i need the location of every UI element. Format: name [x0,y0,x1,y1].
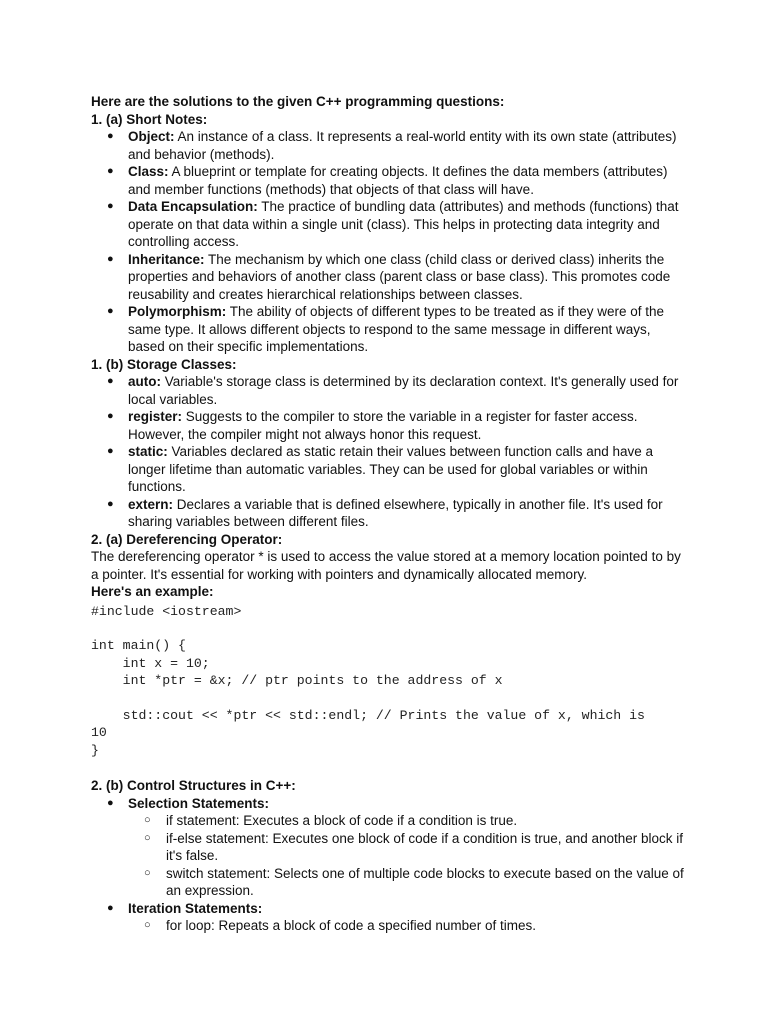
control-structures-list [91,795,691,935]
list-item [107,408,691,443]
term-text: The mechanism by which one class (child class or derived class) inherits the properties and behaviors of another class (parent class or base class). This promotes code reusability and creates hierarchical relationships between classes. [128,251,671,302]
section-2a-title: 2. (a) Dereferencing Operator: [91,531,283,547]
bullet-icon: ● [107,796,114,809]
sub-item-text: for loop: Repeats a block of code a specified number of times. [166,918,536,934]
bullet-icon: ● [107,497,114,510]
bullet-icon: ● [107,305,114,317]
bullet-icon: ● [107,445,114,457]
list-item [107,496,691,531]
bullet-icon: ● [107,901,114,914]
spacer [91,759,691,777]
term-label: Data Encapsulation: [128,199,258,214]
bullet-icon: ● [107,165,114,177]
document-page [91,93,691,935]
sub-item-text: switch statement: Selects one of multiple code blocks to execute based on the value of an expression. [166,865,684,899]
term-text: Variables declared as static retain their values between function calls and have a longer lifetime than automatic variables. They can be used for global variables or within functions. [128,444,654,494]
circle-bullet-icon: ○ [144,831,151,844]
term-label: extern: [128,496,174,512]
iteration-sublist [128,917,691,935]
list-item [107,795,691,900]
storage-classes-list [91,373,691,531]
section-2b-title: 2. (b) Control Structures in C++: [91,778,296,794]
term-label: register: [128,409,183,424]
category-label: Selection Statements: [128,795,270,811]
list-item [107,251,691,304]
list-item [107,373,691,408]
code-block: #include <iostream> int main() { int x = 10; int *ptr = &x; // ptr points to the address of x std::cout << *ptr << std::endl; // Prints the value of x, which is 10 } [91,603,645,758]
bullet-icon: ● [107,410,114,422]
sub-list-item [144,812,691,830]
list-item [107,198,691,251]
term-label: auto: [128,374,161,389]
bullet-icon: ● [107,375,114,387]
sub-list-item [144,917,691,935]
term-label: Object: [128,129,175,144]
sub-item-text: if statement: Executes a block of code if a condition is true. [166,813,518,829]
circle-bullet-icon: ○ [144,919,151,932]
selection-sublist [128,812,691,900]
sub-item-text: if-else statement: Executes one block of code if a condition is true, and another block if it's false. [166,830,684,864]
term-label: static: [128,444,168,459]
term-label: Inheritance: [128,251,205,267]
circle-bullet-icon: ○ [144,866,151,879]
list-item [107,443,691,496]
category-label: Iteration Statements: [128,900,263,916]
bullet-icon: ● [107,252,114,265]
term-text: An instance of a class. It represents a real-world entity with its own state (attributes) and behavior (methods). [128,129,677,162]
term-text: Suggests to the compiler to store the variable in a register for faster access. However, the compiler might not always honor this request. [128,409,638,442]
section-1a-title: 1. (a) Short Notes: [91,111,208,127]
bullet-icon: ● [107,200,114,212]
term-label: Class: [128,164,169,179]
term-text: The practice of bundling data (attributes) and methods (functions) that operate on that data within a single unit (class). This helps in protecting data integrity and controlling access. [128,199,679,249]
term-text: The ability of objects of different types to be treated as if they were of the same type. It allows different objects to respond to the same message in different ways, based on their specific implementations. [128,304,665,354]
section-1b-title: 1. (b) Storage Classes: [91,356,237,372]
bullet-icon: ● [107,130,114,142]
example-label: Here's an example: [91,584,214,599]
list-item [107,900,691,935]
list-item [107,163,691,198]
list-item [107,303,691,356]
dereference-description: The dereferencing operator * is used to access the value stored at a memory location pointed to by a pointer. It's essential for working with pointers and dynamically allocated memory. [91,549,681,582]
term-text: Variable's storage class is determined by its declaration context. It's generally used for local variables. [128,374,679,407]
list-item [107,128,691,163]
sub-list-item [144,830,691,865]
short-notes-list [91,128,691,356]
term-text: A blueprint or template for creating objects. It defines the data members (attributes) and member functions (methods) that objects of that class will have. [128,164,668,197]
sub-list-item [144,865,691,900]
term-label: Polymorphism: [128,304,227,319]
intro-heading: Here are the solutions to the given C++ programming questions: [91,94,505,109]
term-text: Declares a variable that is defined elsewhere, typically in another file. It's used for sharing variables between different files. [128,496,663,529]
circle-bullet-icon: ○ [144,814,151,827]
